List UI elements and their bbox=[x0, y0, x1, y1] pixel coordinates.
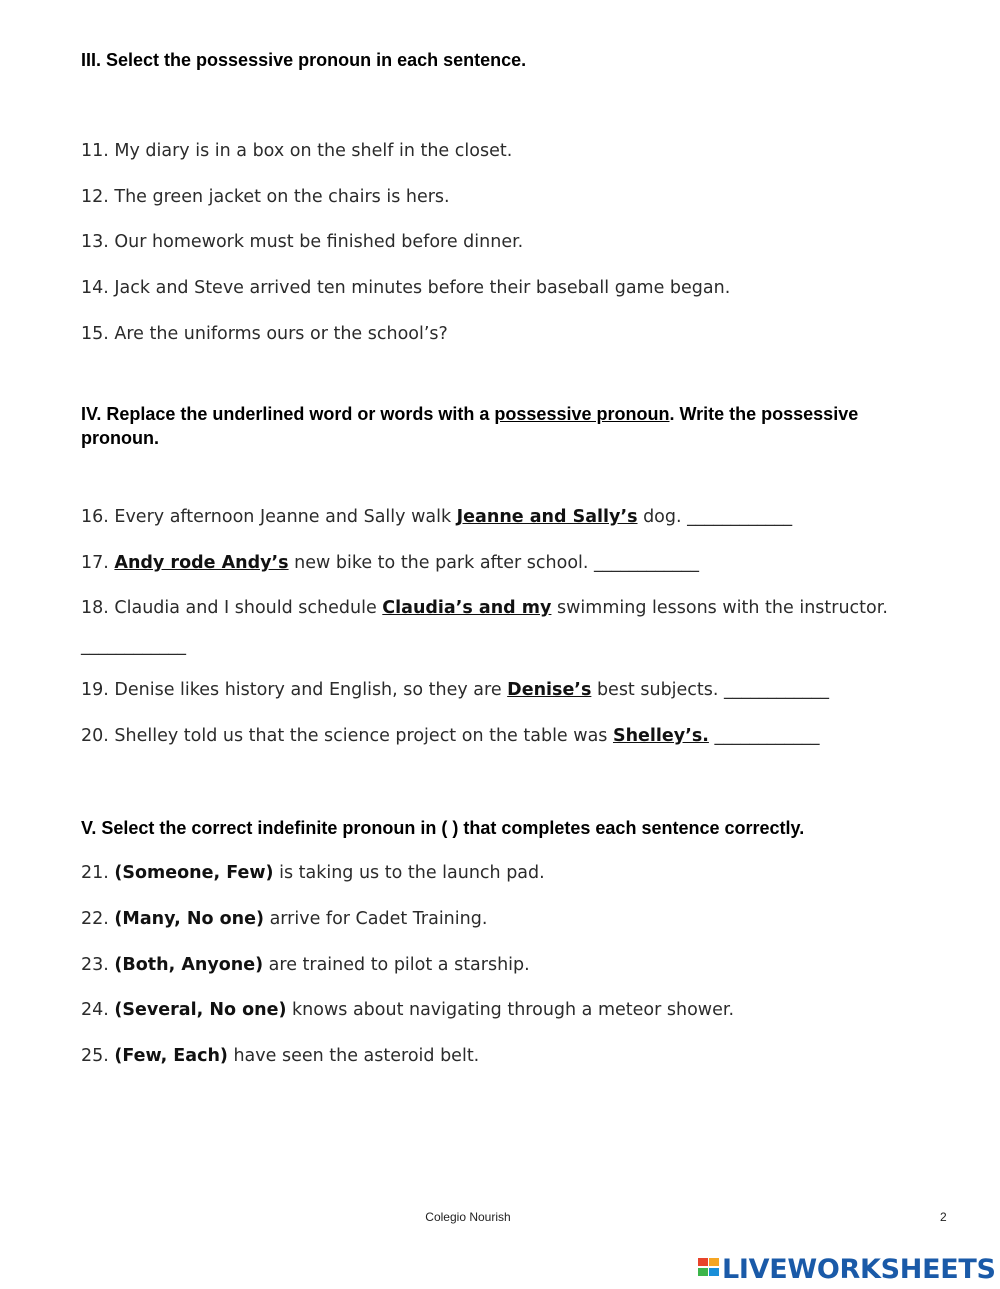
question-text: 20. Shelley told us that the science project on the table was bbox=[81, 726, 613, 746]
answer-blank: dog. ____________ bbox=[637, 507, 793, 527]
pronoun-choices[interactable]: (Several, No one) bbox=[114, 1000, 287, 1020]
section-3-heading: III. Select the possessive pronoun in each sentence. bbox=[81, 50, 527, 70]
pronoun-choices[interactable]: (Many, No one) bbox=[114, 909, 264, 929]
question-text: 19. Denise likes history and English, so they are bbox=[81, 680, 508, 700]
question-text: is taking us to the launch pad. bbox=[273, 863, 545, 883]
underlined-words: Denise’s bbox=[507, 680, 592, 700]
question-20 bbox=[81, 724, 819, 748]
pronoun-choices[interactable]: (Few, Each) bbox=[114, 1046, 228, 1066]
question-16 bbox=[81, 505, 792, 529]
section-4-heading bbox=[81, 402, 941, 450]
question-text: 16. Every afternoon Jeanne and Sally walk bbox=[81, 507, 457, 527]
question-number: 25. bbox=[81, 1046, 115, 1066]
footer-school-name: Colegio Nourish bbox=[425, 1210, 511, 1224]
question-23 bbox=[81, 953, 530, 977]
heading-text: IV. Replace the underlined word or words with a bbox=[81, 404, 495, 424]
question-text: swimming lessons with the instructor. bbox=[551, 598, 888, 618]
section-5-heading: V. Select the correct indefinite pronoun in ( ) that completes each sentence correctly. bbox=[81, 818, 805, 838]
logo-squares-icon bbox=[698, 1256, 720, 1282]
answer-blank: best subjects. ____________ bbox=[591, 680, 830, 700]
logo-text: LIVEWORKSHEETS bbox=[722, 1253, 996, 1285]
pronoun-choices[interactable]: (Someone, Few) bbox=[114, 863, 274, 883]
question-text: arrive for Cadet Training. bbox=[264, 909, 488, 929]
underlined-words: Claudia’s and my bbox=[382, 598, 552, 618]
question-18 bbox=[81, 596, 888, 620]
question-text: knows about navigating through a meteor shower. bbox=[286, 1000, 735, 1020]
question-11: 11. My diary is in a box on the shelf in the closet. bbox=[81, 141, 513, 161]
heading-text: . Write the possessive pronoun. bbox=[81, 404, 859, 448]
question-number: 23. bbox=[81, 955, 115, 975]
question-15: 15. Are the uniforms ours or the school’s? bbox=[81, 324, 448, 344]
underlined-words: Andy rode Andy’s bbox=[114, 553, 289, 573]
question-24 bbox=[81, 998, 734, 1022]
liveworksheets-logo[interactable] bbox=[698, 1252, 996, 1286]
page-number: 2 bbox=[940, 1210, 947, 1224]
question-18-blank bbox=[81, 634, 186, 658]
heading-underlined-term: possessive pronoun bbox=[494, 404, 670, 424]
underlined-words: Jeanne and Sally’s bbox=[456, 507, 638, 527]
answer-blank: ____________ bbox=[81, 636, 186, 656]
question-text: have seen the asteroid belt. bbox=[227, 1046, 480, 1066]
question-19 bbox=[81, 678, 829, 702]
question-21 bbox=[81, 861, 545, 885]
answer-blank: new bike to the park after school. ____________ bbox=[288, 553, 700, 573]
question-13: 13. Our homework must be finished before dinner. bbox=[81, 232, 524, 252]
question-17 bbox=[81, 551, 699, 575]
question-text: are trained to pilot a starship. bbox=[263, 955, 530, 975]
question-number: 24. bbox=[81, 1000, 115, 1020]
underlined-words: Shelley’s. bbox=[612, 726, 709, 746]
question-number: 22. bbox=[81, 909, 115, 929]
question-text: 18. Claudia and I should schedule bbox=[81, 598, 383, 618]
question-14: 14. Jack and Steve arrived ten minutes before their baseball game began. bbox=[81, 278, 731, 298]
pronoun-choices[interactable]: (Both, Anyone) bbox=[114, 955, 264, 975]
question-12: 12. The green jacket on the chairs is hers. bbox=[81, 187, 450, 207]
question-22 bbox=[81, 907, 487, 931]
question-number: 21. bbox=[81, 863, 115, 883]
answer-blank: ____________ bbox=[708, 726, 820, 746]
question-25 bbox=[81, 1044, 479, 1068]
question-text: 17. bbox=[81, 553, 115, 573]
